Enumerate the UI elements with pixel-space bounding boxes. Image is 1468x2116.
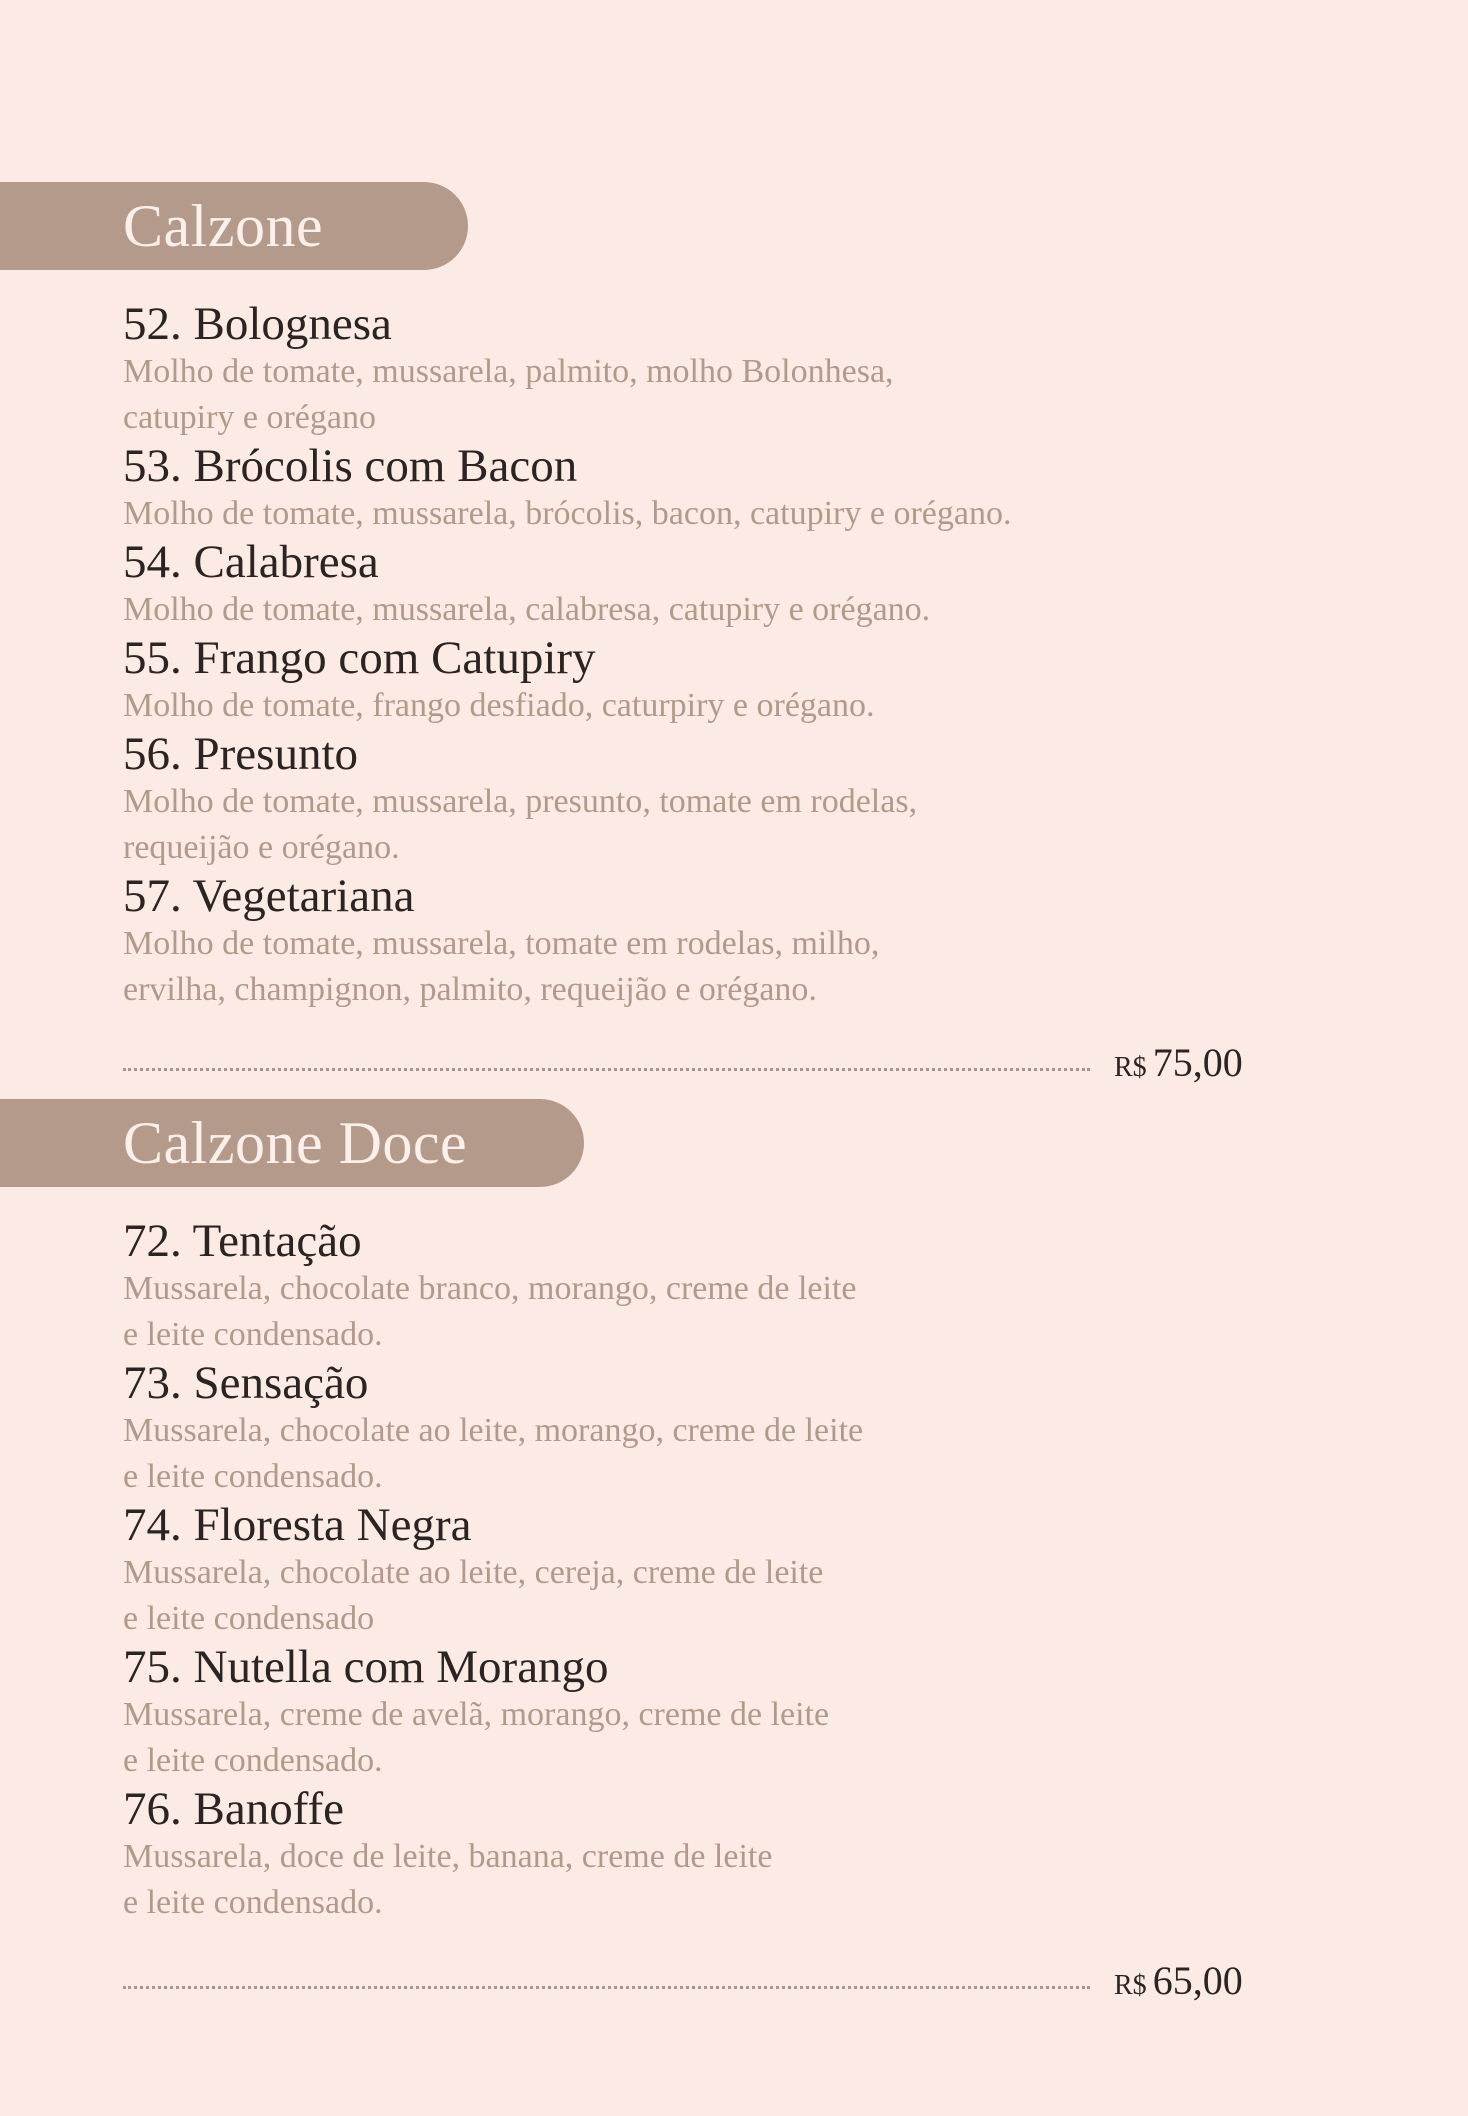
item-description: Mussarela, chocolate branco, morango, creme de leite [123,1270,857,1307]
currency: R$ [1114,1051,1147,1083]
section-header-calzone [0,182,468,270]
item-description: e leite condensado. [123,1742,383,1779]
item-description: Molho de tomate, mussarela, palmito, molho Bolonhesa, [123,353,894,390]
item-description: e leite condensado. [123,1316,383,1353]
item-name: 56. Presunto [123,728,358,780]
item-description: ervilha, champignon, palmito, requeijão e orégano. [123,971,817,1008]
item-name: 54. Calabresa [123,536,379,588]
item-description: Molho de tomate, mussarela, brócolis, bacon, catupiry e orégano. [123,495,1012,532]
currency: R$ [1114,1969,1147,2001]
item-description: Molho de tomate, frango desfiado, caturpiry e orégano. [123,687,875,724]
section-title: Calzone Doce [123,1109,468,1176]
price [1114,1039,1243,1086]
item-description: Molho de tomate, mussarela, calabresa, catupiry e orégano. [123,591,931,628]
menu-item [123,299,1273,441]
section-header-calzone-doce [0,1099,584,1187]
item-description: Mussarela, chocolate ao leite, morango, creme de leite [123,1412,864,1449]
item-description: Molho de tomate, mussarela, presunto, tomate em rodelas, [123,783,918,820]
item-name: 74. Floresta Negra [123,1499,472,1551]
menu-item [123,1784,1273,1926]
item-description: Molho de tomate, mussarela, tomate em rodelas, milho, [123,925,880,962]
menu-item [123,871,1273,1013]
item-description: Mussarela, chocolate ao leite, cereja, creme de leite [123,1554,824,1591]
price-row-calzone [123,1037,1263,1087]
item-name: 57. Vegetariana [123,870,415,922]
menu-item [123,729,1273,871]
item-description: e leite condensado. [123,1458,383,1495]
menu-item [123,1216,1273,1358]
price-row-calzone-doce [123,1955,1263,2005]
item-name: 52. Bolognesa [123,298,392,350]
item-name: 75. Nutella com Morango [123,1641,609,1693]
dotted-leader [123,1986,1090,1989]
dotted-leader [123,1068,1090,1071]
item-name: 76. Banoffe [123,1783,345,1835]
menu-list-calzone-doce [123,1216,1273,1926]
item-description: catupiry e orégano [123,399,376,436]
menu-item [123,1500,1273,1642]
menu-item [123,633,1273,729]
item-description: Mussarela, doce de leite, banana, creme de leite [123,1838,773,1875]
item-name: 53. Brócolis com Bacon [123,440,578,492]
price-value: 75,00 [1152,1039,1243,1085]
item-name: 73. Sensação [123,1357,369,1409]
item-description: e leite condensado. [123,1884,383,1921]
menu-item [123,1642,1273,1784]
price-value: 65,00 [1152,1957,1243,2003]
item-name: 55. Frango com Catupiry [123,632,596,684]
menu-item [123,1358,1273,1500]
item-name: 72. Tentação [123,1215,362,1267]
menu-item [123,441,1273,537]
price [1114,1957,1243,2004]
section-title: Calzone [123,192,324,259]
menu-list-calzone [123,299,1273,1013]
item-description: requeijão e orégano. [123,829,400,866]
item-description: Mussarela, creme de avelã, morango, creme de leite [123,1696,830,1733]
menu-item [123,537,1273,633]
item-description: e leite condensado [123,1600,375,1637]
